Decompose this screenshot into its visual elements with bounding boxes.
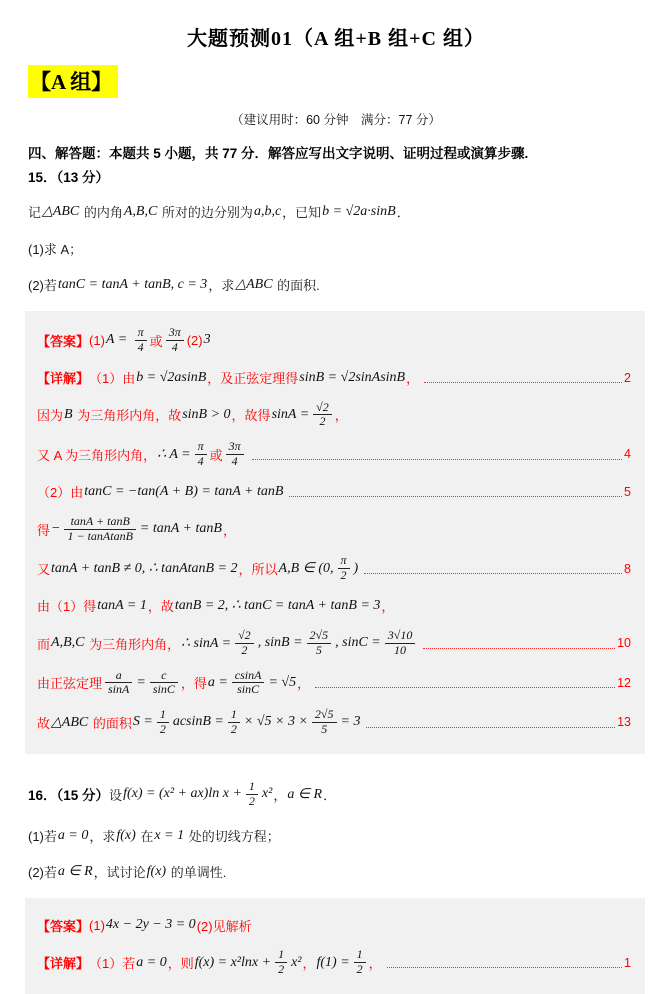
text-segment: 设 (109, 787, 123, 803)
text-segment: sinA = (271, 406, 310, 422)
solution-line (37, 366, 631, 390)
dotted-leader: 10 (423, 636, 631, 650)
fraction: $\frac{2√5}{5}$ (307, 629, 332, 658)
text-segment: 而 (37, 636, 51, 652)
text-segment: x² (291, 954, 302, 970)
fraction: $\frac{c}{\sin C}$ (150, 669, 178, 698)
text-segment: a = 0 (57, 827, 89, 843)
text-segment: (2) (186, 332, 203, 348)
dotted-leader: 2 (424, 371, 631, 385)
text-segment: 或 (149, 333, 163, 349)
dotted-leader: 1 (387, 956, 631, 970)
text-segment: ， (406, 371, 420, 387)
text-segment: ，所以 (238, 562, 278, 578)
text-segment: a ∈ R (287, 786, 323, 802)
text-segment: f(x) (116, 827, 136, 843)
text-segment: △ABC (42, 204, 80, 219)
text-segment: （1）由 (89, 371, 136, 387)
fraction: $\frac{1}{2}$ (228, 708, 240, 737)
dotted-leader: 5 (289, 485, 631, 499)
solution-line (37, 401, 631, 430)
text-segment: tanA = 1 (97, 597, 147, 613)
solution-line (37, 629, 631, 658)
problem-16-statement (28, 780, 644, 809)
text-segment: , sinB = (257, 635, 303, 651)
dotted-leader: 4 (252, 447, 631, 461)
text-segment: 的单调性. (167, 865, 227, 881)
text-segment: S = (132, 714, 153, 730)
text-segment: (2)若 (28, 278, 57, 293)
text-segment: tanA + tanB ≠ 0, ∴ tanAtanB = 2 (51, 561, 238, 577)
text-segment: 的内角 (80, 205, 123, 220)
text-segment: 【答案】 (37, 918, 90, 934)
solution-line (37, 515, 631, 544)
solution-line (37, 440, 631, 469)
text-segment: b = √2a·sinB (322, 203, 396, 219)
text-segment: 16．（15 分） (28, 788, 110, 804)
text-segment: sinB = √2sinAsinB (299, 369, 406, 385)
text-segment: f(x) = x²lnx + (194, 954, 272, 970)
text-segment: (1) (89, 332, 105, 348)
solution-line (37, 594, 631, 618)
text-segment: a,b,c (253, 203, 282, 219)
text-segment: − (51, 521, 61, 537)
fraction: $\frac{2√5}{5}$ (312, 708, 337, 737)
text-segment: 3 (203, 332, 211, 348)
text-segment: B (64, 406, 73, 422)
text-segment: ， (334, 408, 348, 424)
text-segment: (2)见解析 (196, 918, 252, 934)
fraction: $\frac{a}{\sin A}$ (105, 669, 132, 698)
text-segment: ，及正弦定理得 (207, 371, 299, 387)
dotted-leader: 8 (364, 562, 631, 576)
text-segment: 又 A 为三角形内角， (37, 447, 157, 463)
fraction: $\frac{\pi}{2}$ (338, 554, 350, 583)
text-segment: ∴ A = (157, 446, 191, 462)
text-segment: 为三角形内角， (85, 636, 181, 652)
group-badge-row (28, 63, 644, 106)
text-segment: = (136, 674, 146, 690)
text-segment: 所对的边分别为 (158, 205, 253, 220)
text-segment: a = 0 (136, 954, 167, 970)
text-segment: ， (297, 676, 311, 692)
text-segment: 或 (209, 447, 223, 463)
text-segment: ， (381, 599, 395, 615)
text-segment: (1)若 (28, 829, 57, 845)
text-segment: (1) (89, 917, 105, 933)
spacer (28, 754, 644, 780)
problem-15-answer-box (25, 311, 645, 754)
text-segment: 处的切线方程； (185, 829, 280, 845)
text-segment: ， (302, 956, 316, 972)
text-segment: a = (207, 674, 228, 690)
text-segment: ，则 (167, 956, 194, 972)
text-segment: ，求 (208, 278, 235, 293)
fraction: $\frac{3\pi}{4}$ (226, 440, 244, 469)
text-segment: ∴ sinA = (181, 635, 232, 651)
text-segment: 4x − 2y − 3 = 0 (105, 917, 196, 933)
solution-line (37, 669, 631, 698)
text-segment: ． (323, 787, 337, 803)
text-segment: A,B ∈ (0, (278, 561, 334, 577)
fraction: $\frac{\pi}{4}$ (135, 326, 147, 355)
problem-16-answer-box (25, 898, 645, 994)
text-segment: 故 (37, 715, 51, 731)
text-segment: ，得 (180, 676, 207, 692)
fraction: $\frac{1}{2}$ (157, 708, 169, 737)
solution-line (37, 480, 631, 504)
problem-15-part2 (28, 275, 644, 294)
group-a-badge: 【A 组】 (28, 65, 118, 98)
text-segment: (1)求 A； (28, 242, 83, 257)
text-segment: 因为 (37, 408, 64, 424)
text-segment: 记 (28, 205, 42, 220)
fraction: $\frac{√2}{2}$ (313, 401, 332, 430)
text-segment: 由正弦定理 (37, 676, 103, 692)
text-segment: = tanA + tanB (139, 521, 222, 537)
text-segment: ，已知 (282, 205, 322, 220)
text-segment: 的面积. (273, 278, 320, 293)
text-segment: ，故得 (231, 408, 271, 424)
problem-15-statement (28, 202, 644, 221)
text-segment: = √5 (268, 674, 297, 690)
text-segment: ) (353, 560, 359, 576)
text-segment: b = √2asinB (136, 369, 207, 385)
problem-16-part2 (28, 862, 644, 881)
fraction: $\frac{1}{2}$ (246, 780, 258, 809)
text-segment: f(1) = (316, 954, 350, 970)
text-segment: 【答案】 (37, 333, 90, 349)
time-score-note: （建议用时：60 分钟 满分：77 分） (231, 113, 441, 127)
text-segment: x² (261, 786, 273, 802)
fraction: $\frac{3√10}{10}$ (385, 629, 416, 658)
text-segment: ． (396, 205, 410, 220)
solution-line (37, 554, 631, 583)
section-header: 四、解答题：本题共 5 小题，共 77 分．解答应写出文字说明、证明过程或演算步骤. (28, 146, 529, 161)
fraction: $\frac{1}{2}$ (275, 948, 287, 977)
text-segment: = 3 (340, 714, 361, 730)
text-segment: 在 (136, 829, 154, 845)
text-segment: × √5 × 3 × (243, 714, 308, 730)
text-segment: ，求 (89, 829, 116, 845)
text-segment: △ABC (235, 277, 273, 292)
text-segment: ， (273, 787, 287, 803)
problem-15-part1 (28, 239, 644, 258)
fraction: $\frac{√2}{2}$ (235, 629, 254, 658)
fraction: $\frac{3\pi}{4}$ (166, 326, 184, 355)
solution-line (37, 948, 631, 977)
problem-16-part1 (28, 826, 644, 845)
text-segment: tanB = 2, ∴ tanC = tanA + tanB = 3 (174, 598, 381, 614)
text-segment: ，故 (147, 599, 174, 615)
text-segment: ，试讨论 (93, 865, 146, 881)
text-segment: 又 (37, 562, 51, 578)
text-segment: 【详解】 (37, 371, 90, 387)
answer-line (37, 326, 631, 355)
fraction: $\frac{1}{2}$ (354, 948, 366, 977)
text-segment: 【详解】 (37, 956, 90, 972)
text-segment: a ∈ R (57, 864, 93, 880)
dotted-leader: 13 (366, 715, 631, 729)
text-segment: , sinC = (335, 635, 381, 651)
solution-line (37, 708, 631, 737)
problem-15-number: 15．（13 分） (28, 170, 110, 185)
text-segment: tanC = −tan(A + B) = tanA + tanB (84, 483, 284, 499)
text-segment: x = 1 (154, 827, 185, 843)
text-segment: 由（1）得 (37, 599, 97, 615)
text-segment: A,B,C (51, 635, 85, 651)
text-segment: (2)若 (28, 865, 57, 881)
answer-line (37, 913, 631, 937)
text-segment: sinB > 0 (182, 406, 231, 422)
fraction: $\frac{\tan A + \tan B}{\text{1 − tanAtanB}}$ (64, 515, 135, 544)
text-segment: tanC = tanA + tanB, c = 3 (57, 276, 208, 292)
text-segment: ， (222, 522, 236, 538)
fraction: $\frac{\pi}{4}$ (195, 440, 207, 469)
text-segment: 的面积 (89, 715, 132, 731)
text-segment: △ABC (51, 714, 89, 730)
text-segment: ， (368, 956, 382, 972)
text-segment: A = (105, 332, 131, 348)
document-title: 大题预测01（A 组+B 组+C 组） (187, 28, 485, 50)
text-segment: 为三角形内角，故 (73, 408, 182, 424)
text-segment: A,B,C (123, 203, 158, 219)
text-segment: （2）由 (37, 485, 84, 501)
text-segment: acsinB = (172, 714, 224, 730)
text-segment: （1）若 (89, 956, 136, 972)
fraction: $\frac{csinA}{\sin C}$ (232, 669, 265, 698)
dotted-leader: 12 (315, 676, 631, 690)
text-segment: 得 (37, 522, 51, 538)
text-segment: f(x) (146, 863, 167, 879)
text-segment: f(x) = (x² + ax)ln x + (123, 786, 242, 802)
